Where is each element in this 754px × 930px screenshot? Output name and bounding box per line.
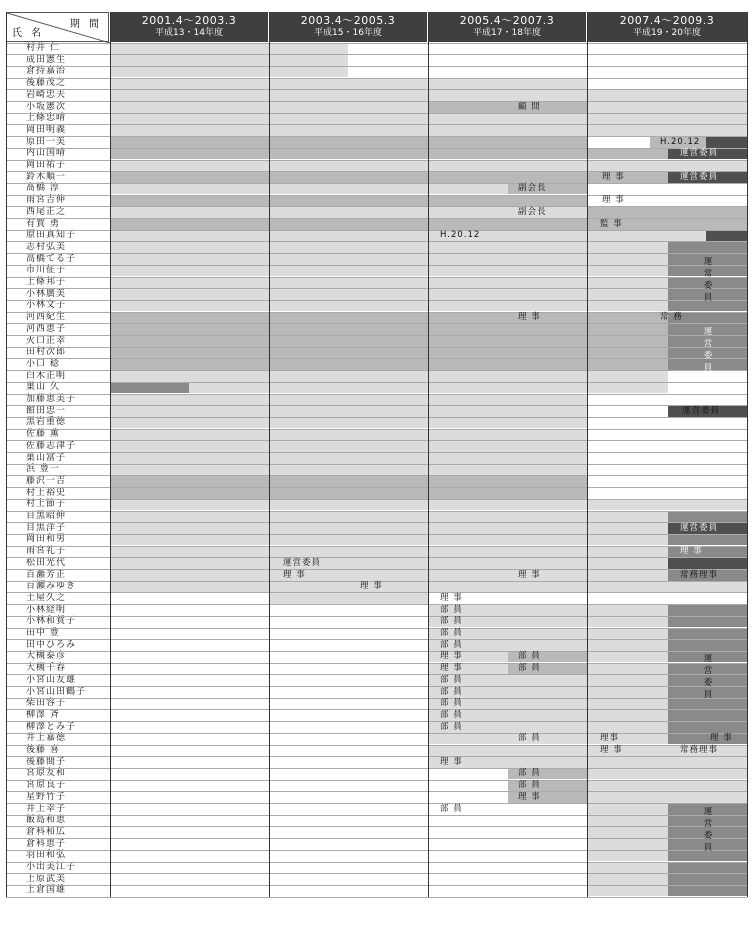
role-label: 部 員 <box>440 803 463 814</box>
member-name: 小口 稔 <box>26 358 60 369</box>
tenure-bar <box>110 300 668 311</box>
member-name: 大槻千春 <box>26 663 67 674</box>
tenure-bar <box>668 874 747 885</box>
row-separator <box>6 300 747 301</box>
member-name: 柴田容子 <box>26 698 67 709</box>
tenure-bar <box>706 230 747 241</box>
member-name: 白木正明 <box>26 370 67 381</box>
tenure-bar <box>110 406 587 417</box>
member-name: 市川征子 <box>26 265 67 276</box>
role-label: 部 員 <box>440 616 463 627</box>
vertical-role-char: 員 <box>703 690 713 701</box>
member-name: 火口正幸 <box>26 335 67 346</box>
tenure-bar <box>428 78 587 89</box>
tenure-bar <box>110 172 587 183</box>
vertical-role-char: 員 <box>703 292 713 303</box>
tenure-bar <box>110 382 189 393</box>
tenure-bar <box>668 605 747 616</box>
tenure-bar <box>110 347 668 358</box>
member-name: 上倉国雄 <box>26 885 67 896</box>
row-separator <box>6 405 747 406</box>
row-separator <box>6 277 747 278</box>
role-label: 理事 <box>600 733 620 744</box>
row-separator <box>6 546 747 547</box>
role-label: 理 事 <box>602 195 625 206</box>
member-name: 黒岩重徳 <box>26 417 67 428</box>
member-name: 目黒昭伸 <box>26 511 67 521</box>
member-name: 小林廣美 <box>26 288 67 299</box>
tenure-bar <box>110 289 668 300</box>
role-label: 理 事 <box>600 745 623 755</box>
role-label: 部 員 <box>518 768 541 779</box>
member-name: 星野竹子 <box>26 791 67 802</box>
tenure-bar <box>587 207 747 218</box>
role-label: 監 事 <box>600 218 623 229</box>
tenure-bar <box>587 113 747 124</box>
tenure-bar <box>269 66 348 77</box>
role-label: 理 事 <box>518 569 541 580</box>
member-name: 藤沢一吉 <box>26 475 67 486</box>
role-label: 理 事 <box>440 651 463 662</box>
vertical-role-char: 委 <box>703 678 713 689</box>
member-name: 河西恵子 <box>26 323 67 334</box>
role-label: H.20.12 <box>440 230 481 241</box>
member-name: 目黒洋子 <box>26 522 67 533</box>
row-separator <box>6 885 747 886</box>
vertical-role-label <box>702 653 714 701</box>
role-label: 運営委員 <box>680 522 719 533</box>
period-era: 平成17・18年度 <box>473 28 541 38</box>
member-name: 羽田和弘 <box>26 850 67 861</box>
member-name: 大槻泰彦 <box>26 651 67 662</box>
role-label: H.20.12 <box>660 136 701 147</box>
role-label: 運営委員 <box>680 171 719 182</box>
tenure-bar <box>110 242 668 253</box>
tenure-bar <box>269 102 428 113</box>
row-separator <box>6 440 747 441</box>
vertical-role-char: 営 <box>703 818 713 829</box>
member-name: 館田忠一 <box>26 405 67 416</box>
role-label: 部 員 <box>518 651 541 662</box>
row-separator <box>6 873 747 874</box>
row-separator <box>6 218 747 219</box>
vertical-role-char: 委 <box>703 280 713 291</box>
vertical-role-char: 員 <box>703 362 713 373</box>
row-separator <box>6 358 747 359</box>
tenure-bar <box>668 558 747 569</box>
tenure-bar <box>110 581 587 592</box>
member-name: 村上節子 <box>26 499 67 510</box>
vertical-role-char: 営 <box>703 666 713 677</box>
role-label: 部 員 <box>440 686 463 697</box>
member-name: 小出美江子 <box>26 862 77 872</box>
row-separator <box>6 756 747 757</box>
period-divider <box>428 12 429 897</box>
row-separator <box>6 230 747 231</box>
tenure-bar <box>668 511 747 522</box>
row-separator <box>6 674 747 675</box>
tenure-bar <box>348 593 428 604</box>
tenure-bar <box>668 628 747 639</box>
role-label: 理 事 <box>440 663 463 674</box>
period-era: 平成13・14年度 <box>155 28 223 38</box>
member-name: 西尾正之 <box>26 206 67 217</box>
role-label: 部 員 <box>440 674 463 685</box>
vertical-role-char: 営 <box>703 338 713 349</box>
row-separator <box>6 768 747 769</box>
row-separator <box>6 651 747 652</box>
role-label: 理 事 <box>602 171 625 182</box>
row-separator <box>6 382 747 383</box>
role-label: 理 事 <box>518 312 541 323</box>
tenure-bar <box>110 265 668 276</box>
row-separator <box>6 335 747 336</box>
row-separator <box>6 698 747 699</box>
row-separator <box>6 663 747 664</box>
tenure-bar <box>668 242 747 253</box>
row-separator <box>6 499 747 500</box>
row-separator <box>6 253 747 254</box>
role-label: 理 事 <box>360 581 383 592</box>
member-name: 有賀 勇 <box>26 218 60 229</box>
row-separator <box>6 815 747 816</box>
period-header-4 <box>587 12 747 42</box>
tenure-bar <box>668 710 747 721</box>
tenure-bar <box>269 78 428 89</box>
role-label: 部 員 <box>518 733 541 744</box>
row-separator <box>6 522 747 523</box>
role-label: 常務理事 <box>680 745 719 755</box>
tenure-bar <box>110 78 269 89</box>
row-separator <box>6 628 747 629</box>
tenure-bar <box>587 581 747 592</box>
row-separator <box>6 43 747 44</box>
tenure-bar <box>110 102 269 113</box>
period-divider <box>269 12 270 897</box>
member-name: 成田憲生 <box>26 54 67 65</box>
row-separator <box>6 639 747 640</box>
period-range: 2007.4〜2009.3 <box>619 14 715 27</box>
member-name: 小宮山友雄 <box>26 674 77 685</box>
member-name: 巣山富子 <box>26 452 67 463</box>
role-label: 運営委員 <box>680 148 719 159</box>
row-separator <box>6 429 747 430</box>
member-name: 小林経明 <box>26 604 67 615</box>
tenure-bar <box>110 558 587 569</box>
member-name: 倉科恵子 <box>26 838 67 849</box>
row-separator <box>6 709 747 710</box>
tenure-bar <box>587 102 747 113</box>
role-label: 副会長 <box>518 206 547 217</box>
role-label: 部 員 <box>440 721 463 732</box>
member-name: 井上幸子 <box>26 803 67 814</box>
period-header-3 <box>428 12 587 42</box>
row-separator <box>6 347 747 348</box>
member-name: 浜 豊一 <box>26 464 60 475</box>
tenure-bar <box>668 862 747 873</box>
row-separator <box>6 511 747 512</box>
row-separator <box>6 195 747 196</box>
tenure-bar <box>110 254 668 265</box>
member-name: 後藤茂之 <box>26 78 67 89</box>
member-name: 原田真知子 <box>26 230 77 241</box>
row-separator <box>6 183 747 184</box>
period-header-1 <box>110 12 269 42</box>
tenure-bar <box>668 733 747 744</box>
row-separator <box>6 733 747 734</box>
tenure-bar <box>668 616 747 627</box>
row-separator <box>6 803 747 804</box>
row-separator <box>6 791 747 792</box>
tenure-bar <box>269 43 348 54</box>
tenure-bar <box>110 336 668 347</box>
member-name: 上條忠晴 <box>26 113 67 124</box>
tenure-bar <box>110 43 269 54</box>
row-separator <box>6 604 747 605</box>
row-separator <box>6 826 747 827</box>
tenure-bar <box>110 534 587 545</box>
vertical-role-char: 委 <box>703 830 713 841</box>
row-separator <box>6 897 747 898</box>
tenure-bar <box>110 523 587 534</box>
row-separator <box>6 745 747 746</box>
period-era: 平成15・16年度 <box>314 28 382 38</box>
row-separator <box>6 487 747 488</box>
row-separator <box>6 101 747 102</box>
role-label: 部 員 <box>518 663 541 674</box>
member-name: 岩崎忠夫 <box>26 89 67 100</box>
member-name: 加藤恵美子 <box>26 394 77 404</box>
row-separator <box>6 312 747 313</box>
member-name: 松田光代 <box>26 557 67 568</box>
member-name: 井上嘉徳 <box>26 733 67 744</box>
row-separator <box>6 557 747 558</box>
period-range: 2005.4〜2007.3 <box>459 14 555 27</box>
role-label: 理 事 <box>440 592 463 603</box>
period-divider <box>587 12 588 897</box>
tenure-bar <box>110 90 269 101</box>
row-separator <box>6 171 747 172</box>
role-label: 常 務 <box>660 312 683 323</box>
period-header-label: 期 間 <box>69 19 102 30</box>
role-label: 部 員 <box>440 709 463 720</box>
role-label: 運営委員 <box>283 557 322 568</box>
member-name: 岡田祐子 <box>26 160 67 170</box>
tenure-bar <box>706 137 747 148</box>
period-header-2 <box>269 12 428 42</box>
row-separator <box>6 452 747 453</box>
member-name: 百瀬みゆき <box>26 581 77 592</box>
member-name: 村井 仁 <box>26 43 60 53</box>
table-corner-header <box>6 12 109 42</box>
role-label: 常務理事 <box>680 569 719 580</box>
role-label: 理 事 <box>283 569 306 580</box>
member-name: 土屋久之 <box>26 592 67 603</box>
tenure-bar <box>110 488 587 499</box>
row-separator <box>6 124 747 125</box>
vertical-role-char: 常 <box>703 268 713 279</box>
member-name: 志村弘美 <box>26 241 67 252</box>
role-label: 運営委員 <box>682 405 721 416</box>
vertical-role-char: 運 <box>703 806 713 817</box>
row-separator <box>6 569 747 570</box>
row-separator <box>6 394 747 395</box>
tenure-bar <box>110 324 668 335</box>
period-range: 2003.4〜2005.3 <box>300 14 396 27</box>
member-name: 田中ひろみ <box>26 639 77 650</box>
member-name: 髙橋 淳 <box>26 183 60 194</box>
member-name: 高橋てる子 <box>26 253 77 264</box>
role-label: 理 事 <box>710 733 733 744</box>
member-name: 佐藤志津子 <box>26 440 77 451</box>
member-name: 内山国晴 <box>26 148 67 159</box>
role-label: 部 員 <box>440 604 463 615</box>
row-separator <box>6 323 747 324</box>
role-label: 理 事 <box>518 791 541 802</box>
row-separator <box>6 89 747 90</box>
tenure-bar <box>668 534 747 545</box>
member-name: 柳澤とみ子 <box>26 721 77 732</box>
row-separator <box>6 66 747 67</box>
tenure-bar <box>110 55 269 66</box>
role-label: 副会長 <box>518 183 547 194</box>
row-separator <box>6 370 747 371</box>
tenure-bar <box>110 546 587 557</box>
period-era: 平成19・20年度 <box>633 28 701 38</box>
row-separator <box>6 616 747 617</box>
member-name: 佐藤 薫 <box>26 429 60 440</box>
tenure-bar <box>110 195 587 206</box>
name-header-label: 氏 名 <box>12 28 45 39</box>
vertical-role-label <box>702 806 714 854</box>
row-separator <box>6 206 747 207</box>
member-name: 後藤間子 <box>26 756 67 767</box>
member-name: 飯島和恵 <box>26 815 67 826</box>
vertical-role-char: 運 <box>703 256 713 267</box>
role-label: 顧 問 <box>518 101 541 112</box>
vertical-role-char: 委 <box>703 350 713 361</box>
row-separator <box>6 288 747 289</box>
role-label: 部 員 <box>440 628 463 638</box>
member-name: 後藤 喜 <box>26 745 60 755</box>
tenure-bar <box>668 640 747 651</box>
period-range: 2001.4〜2003.3 <box>141 14 237 27</box>
row-separator <box>6 475 747 476</box>
vertical-role-label <box>702 256 714 304</box>
member-name: 小宮山田鶴子 <box>26 686 87 697</box>
row-separator <box>6 54 747 55</box>
period-divider <box>747 12 748 897</box>
period-divider <box>110 12 111 897</box>
tenure-bar <box>110 113 587 124</box>
row-separator <box>6 148 747 149</box>
tenure-bar <box>668 722 747 733</box>
role-label: 部 員 <box>440 639 463 650</box>
row-separator <box>6 780 747 781</box>
tenure-bar <box>110 476 587 487</box>
vertical-role-char: 員 <box>703 842 713 853</box>
member-name: 田中 豊 <box>26 628 60 638</box>
tenure-bar <box>269 593 348 604</box>
member-name: 岡田明義 <box>26 124 67 135</box>
row-separator <box>6 686 747 687</box>
member-name: 雨宮吉伸 <box>26 195 67 206</box>
tenure-bar <box>110 570 587 581</box>
row-separator <box>6 241 747 242</box>
tenure-bar <box>269 581 348 592</box>
tenure-bar <box>269 90 428 101</box>
tenure-bar <box>110 359 668 370</box>
member-name: 雨宮礼子 <box>26 546 67 557</box>
member-name: 宮原友和 <box>26 768 67 779</box>
tenure-bar <box>110 66 269 77</box>
member-name: 河西紀生 <box>26 312 67 323</box>
role-label: 部 員 <box>518 780 541 791</box>
member-name: 岡田和男 <box>26 534 67 545</box>
tenure-bar <box>587 757 747 768</box>
role-label: 部 員 <box>440 698 463 709</box>
row-separator <box>6 850 747 851</box>
tenure-bar <box>110 371 668 382</box>
tenure-bar <box>269 55 348 66</box>
member-name: 宮原良子 <box>26 780 67 791</box>
member-name: 小坂憲次 <box>26 101 67 112</box>
tenure-bar <box>110 382 668 393</box>
row-separator <box>6 592 747 593</box>
member-name: 百瀬芳正 <box>26 569 67 580</box>
member-name: 上條邦子 <box>26 277 67 287</box>
row-separator <box>6 417 747 418</box>
role-label: 理 事 <box>680 546 703 557</box>
member-name: 倉科和広 <box>26 826 67 837</box>
row-separator <box>6 464 747 465</box>
member-name: 田村次郎 <box>26 347 67 358</box>
row-separator <box>6 113 747 114</box>
vertical-role-char: 運 <box>703 654 713 665</box>
row-separator <box>6 265 747 266</box>
vertical-role-char: 運 <box>703 326 713 337</box>
name-column-border <box>6 12 7 897</box>
row-separator <box>6 721 747 722</box>
row-separator <box>6 838 747 839</box>
member-name: 倉持嘉治 <box>26 66 67 77</box>
tenure-bar <box>110 277 668 288</box>
tenure-bar <box>428 102 587 113</box>
tenure-bar <box>110 207 587 218</box>
member-name: 鈴木順一 <box>26 171 67 182</box>
member-name: 小林文子 <box>26 300 67 311</box>
member-name: 柳澤 斉 <box>26 709 60 720</box>
row-separator <box>6 136 747 137</box>
tenure-bar <box>110 394 587 405</box>
row-separator <box>6 534 747 535</box>
tenure-bar <box>110 137 587 148</box>
row-separator <box>6 78 747 79</box>
member-name: 上原武美 <box>26 873 67 884</box>
role-label: 理 事 <box>440 756 463 767</box>
tenure-bar <box>668 885 747 896</box>
vertical-role-label <box>702 326 714 374</box>
row-separator <box>6 160 747 161</box>
member-name: 小林和賀子 <box>26 616 77 627</box>
member-name: 村上裕史 <box>26 487 67 498</box>
member-name: 巣山 久 <box>26 382 60 393</box>
tenure-bar <box>587 499 747 510</box>
row-separator <box>6 862 747 863</box>
member-name: 原田一美 <box>26 136 67 147</box>
